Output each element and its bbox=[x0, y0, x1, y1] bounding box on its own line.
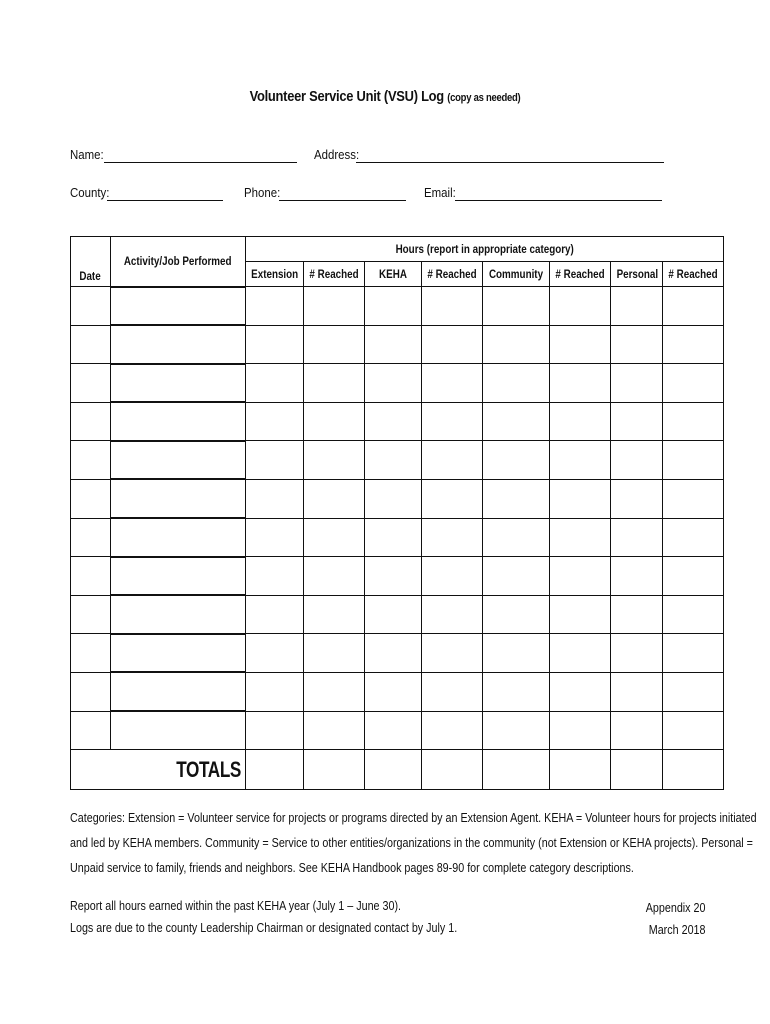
column-header: KEHA bbox=[365, 262, 422, 287]
hours-cell[interactable] bbox=[663, 595, 724, 634]
hours-cell[interactable] bbox=[550, 711, 611, 750]
activity-cell[interactable] bbox=[111, 711, 246, 750]
log-row bbox=[71, 479, 724, 518]
activity-cell[interactable] bbox=[111, 634, 246, 673]
hours-cell[interactable] bbox=[365, 518, 422, 557]
categories-line: Categories: Extension = Volunteer service for projects or programs directed by an Extension Agent. KEHA = Volunteer hours for projects initiated bbox=[70, 811, 757, 825]
hours-cell[interactable] bbox=[611, 557, 663, 596]
hours-cell[interactable] bbox=[550, 287, 611, 326]
hours-cell[interactable] bbox=[611, 711, 663, 750]
hours-cell[interactable] bbox=[550, 325, 611, 364]
footer-appendix bbox=[636, 897, 706, 941]
log-row bbox=[71, 711, 724, 750]
date-cell[interactable] bbox=[71, 364, 111, 403]
activity-cell[interactable] bbox=[111, 479, 246, 518]
date-cell[interactable] bbox=[71, 479, 111, 518]
hours-cell[interactable] bbox=[365, 287, 422, 326]
hours-cell[interactable] bbox=[422, 287, 483, 326]
hours-cell[interactable] bbox=[663, 479, 724, 518]
hours-cell[interactable] bbox=[246, 711, 304, 750]
hours-cell[interactable] bbox=[663, 364, 724, 403]
hours-cell[interactable] bbox=[611, 672, 663, 711]
address-field[interactable] bbox=[356, 162, 664, 163]
hours-cell[interactable] bbox=[365, 595, 422, 634]
hours-cell[interactable] bbox=[483, 557, 550, 596]
log-row bbox=[71, 595, 724, 634]
hours-cell[interactable] bbox=[611, 402, 663, 441]
footer-notes bbox=[70, 895, 520, 939]
hours-cell[interactable] bbox=[483, 325, 550, 364]
activity-header: Activity/Job Performed bbox=[111, 237, 246, 287]
hours-cell[interactable] bbox=[422, 557, 483, 596]
hours-cell[interactable] bbox=[483, 711, 550, 750]
hours-cell[interactable] bbox=[246, 287, 304, 326]
appendix-label: Appendix 20 bbox=[646, 901, 706, 915]
activity-cell[interactable] bbox=[111, 557, 246, 596]
date-cell[interactable] bbox=[71, 557, 111, 596]
hours-cell[interactable] bbox=[663, 441, 724, 480]
categories-line: Unpaid service to family, friends and neighbors. See KEHA Handbook pages 89-90 for complete category descriptions. bbox=[70, 861, 634, 875]
hours-header: Hours (report in appropriate category) bbox=[246, 237, 724, 262]
hours-cell[interactable] bbox=[422, 479, 483, 518]
totals-cell[interactable] bbox=[483, 750, 550, 790]
hours-cell[interactable] bbox=[365, 634, 422, 673]
totals-cell[interactable] bbox=[422, 750, 483, 790]
revision-date: March 2018 bbox=[649, 923, 706, 937]
hours-cell[interactable] bbox=[550, 364, 611, 403]
hours-cell[interactable] bbox=[611, 325, 663, 364]
hours-cell[interactable] bbox=[246, 672, 304, 711]
activity-cell[interactable] bbox=[111, 287, 246, 326]
hours-cell[interactable] bbox=[304, 518, 365, 557]
hours-cell[interactable] bbox=[550, 479, 611, 518]
hours-cell[interactable] bbox=[246, 364, 304, 403]
hours-cell[interactable] bbox=[611, 479, 663, 518]
activity-cell[interactable] bbox=[111, 518, 246, 557]
hours-cell[interactable] bbox=[246, 595, 304, 634]
hours-cell[interactable] bbox=[304, 634, 365, 673]
hours-cell[interactable] bbox=[422, 364, 483, 403]
log-row bbox=[71, 402, 724, 441]
hours-cell[interactable] bbox=[246, 634, 304, 673]
hours-cell[interactable] bbox=[365, 325, 422, 364]
log-row bbox=[71, 287, 724, 326]
phone-label: Phone: bbox=[244, 185, 281, 200]
totals-cell[interactable] bbox=[304, 750, 365, 790]
hours-cell[interactable] bbox=[483, 287, 550, 326]
date-cell[interactable] bbox=[71, 518, 111, 557]
hours-cell[interactable] bbox=[304, 325, 365, 364]
date-header: Date bbox=[71, 237, 111, 287]
hours-cell[interactable] bbox=[483, 479, 550, 518]
address-label: Address: bbox=[314, 147, 360, 162]
hours-cell[interactable] bbox=[246, 479, 304, 518]
hours-cell[interactable] bbox=[246, 441, 304, 480]
hours-cell[interactable] bbox=[550, 634, 611, 673]
activity-cell[interactable] bbox=[111, 595, 246, 634]
hours-cell[interactable] bbox=[304, 364, 365, 403]
date-cell[interactable] bbox=[71, 595, 111, 634]
hours-cell[interactable] bbox=[304, 557, 365, 596]
log-row bbox=[71, 634, 724, 673]
column-header: # Reached bbox=[663, 262, 724, 287]
hours-cell[interactable] bbox=[611, 595, 663, 634]
hours-cell[interactable] bbox=[365, 364, 422, 403]
hours-cell[interactable] bbox=[663, 518, 724, 557]
hours-cell[interactable] bbox=[422, 595, 483, 634]
column-header: # Reached bbox=[550, 262, 611, 287]
hours-cell[interactable] bbox=[550, 441, 611, 480]
totals-row bbox=[71, 750, 724, 790]
column-header: Community bbox=[483, 262, 550, 287]
county-field[interactable] bbox=[107, 200, 223, 201]
hours-cell[interactable] bbox=[483, 441, 550, 480]
totals-cell[interactable] bbox=[611, 750, 663, 790]
column-header: Extension bbox=[246, 262, 304, 287]
log-row bbox=[71, 441, 724, 480]
log-row bbox=[71, 557, 724, 596]
hours-cell[interactable] bbox=[663, 634, 724, 673]
hours-cell[interactable] bbox=[483, 634, 550, 673]
date-cell[interactable] bbox=[71, 325, 111, 364]
hours-cell[interactable] bbox=[422, 402, 483, 441]
hours-cell[interactable] bbox=[304, 441, 365, 480]
log-row bbox=[71, 364, 724, 403]
hours-cell[interactable] bbox=[304, 595, 365, 634]
hours-cell[interactable] bbox=[246, 402, 304, 441]
hours-cell[interactable] bbox=[663, 287, 724, 326]
hours-cell[interactable] bbox=[246, 557, 304, 596]
form-title bbox=[54, 88, 716, 105]
totals-label: TOTALS bbox=[71, 750, 246, 790]
hours-cell[interactable] bbox=[483, 518, 550, 557]
hours-cell[interactable] bbox=[550, 595, 611, 634]
hours-cell[interactable] bbox=[365, 672, 422, 711]
hours-cell[interactable] bbox=[422, 634, 483, 673]
hours-cell[interactable] bbox=[611, 634, 663, 673]
hours-cell[interactable] bbox=[483, 595, 550, 634]
hours-cell[interactable] bbox=[663, 711, 724, 750]
due-note: Logs are due to the county Leadership Chairman or designated contact by July 1. bbox=[70, 921, 458, 935]
log-row bbox=[71, 325, 724, 364]
county-label: County: bbox=[70, 185, 110, 200]
report-note: Report all hours earned within the past KEHA year (July 1 – June 30). bbox=[70, 899, 402, 913]
totals-cell[interactable] bbox=[550, 750, 611, 790]
hours-cell[interactable] bbox=[663, 325, 724, 364]
activity-cell[interactable] bbox=[111, 325, 246, 364]
hours-cell[interactable] bbox=[550, 518, 611, 557]
hours-cell[interactable] bbox=[246, 325, 304, 364]
date-cell[interactable] bbox=[71, 441, 111, 480]
date-cell[interactable] bbox=[71, 287, 111, 326]
date-cell[interactable] bbox=[71, 672, 111, 711]
name-label: Name: bbox=[70, 147, 104, 162]
totals-cell[interactable] bbox=[365, 750, 422, 790]
log-row bbox=[71, 518, 724, 557]
hours-cell[interactable] bbox=[611, 364, 663, 403]
date-cell[interactable] bbox=[71, 711, 111, 750]
hours-cell[interactable] bbox=[611, 287, 663, 326]
hours-cell[interactable] bbox=[304, 672, 365, 711]
hours-cell[interactable] bbox=[550, 402, 611, 441]
categories-line: and led by KEHA members. Community = Service to other entities/organizations in the community (not Extension or KEHA projects). Personal = bbox=[70, 836, 753, 850]
activity-cell[interactable] bbox=[111, 672, 246, 711]
hours-cell[interactable] bbox=[365, 479, 422, 518]
form-title-sub: (copy as needed) bbox=[447, 92, 521, 104]
hours-cell[interactable] bbox=[304, 287, 365, 326]
column-header: Personal bbox=[611, 262, 663, 287]
log-table bbox=[70, 236, 724, 790]
hours-cell[interactable] bbox=[246, 518, 304, 557]
hours-cell[interactable] bbox=[304, 479, 365, 518]
hours-cell[interactable] bbox=[365, 557, 422, 596]
hours-cell[interactable] bbox=[483, 364, 550, 403]
hours-cell[interactable] bbox=[304, 402, 365, 441]
hours-cell[interactable] bbox=[365, 441, 422, 480]
categories-description bbox=[70, 806, 757, 881]
totals-cell[interactable] bbox=[663, 750, 724, 790]
hours-cell[interactable] bbox=[422, 518, 483, 557]
activity-cell[interactable] bbox=[111, 364, 246, 403]
hours-cell[interactable] bbox=[550, 557, 611, 596]
hours-cell[interactable] bbox=[663, 557, 724, 596]
name-field[interactable] bbox=[104, 162, 297, 163]
date-cell[interactable] bbox=[71, 402, 111, 441]
email-field[interactable] bbox=[455, 200, 662, 201]
log-row bbox=[71, 672, 724, 711]
column-header: # Reached bbox=[304, 262, 365, 287]
hours-cell[interactable] bbox=[304, 711, 365, 750]
activity-cell[interactable] bbox=[111, 441, 246, 480]
email-label: Email: bbox=[424, 185, 456, 200]
hours-cell[interactable] bbox=[611, 441, 663, 480]
hours-cell[interactable] bbox=[483, 402, 550, 441]
date-cell[interactable] bbox=[71, 634, 111, 673]
phone-field[interactable] bbox=[279, 200, 406, 201]
hours-cell[interactable] bbox=[483, 672, 550, 711]
hours-cell[interactable] bbox=[422, 325, 483, 364]
hours-cell[interactable] bbox=[663, 672, 724, 711]
hours-cell[interactable] bbox=[422, 672, 483, 711]
hours-cell[interactable] bbox=[422, 441, 483, 480]
activity-cell[interactable] bbox=[111, 402, 246, 441]
form-title-main: Volunteer Service Unit (VSU) Log bbox=[249, 88, 444, 105]
hours-cell[interactable] bbox=[365, 402, 422, 441]
hours-cell[interactable] bbox=[365, 711, 422, 750]
totals-cell[interactable] bbox=[246, 750, 304, 790]
hours-cell[interactable] bbox=[611, 518, 663, 557]
hours-cell[interactable] bbox=[663, 402, 724, 441]
hours-cell[interactable] bbox=[422, 711, 483, 750]
column-header: # Reached bbox=[422, 262, 483, 287]
hours-cell[interactable] bbox=[550, 672, 611, 711]
